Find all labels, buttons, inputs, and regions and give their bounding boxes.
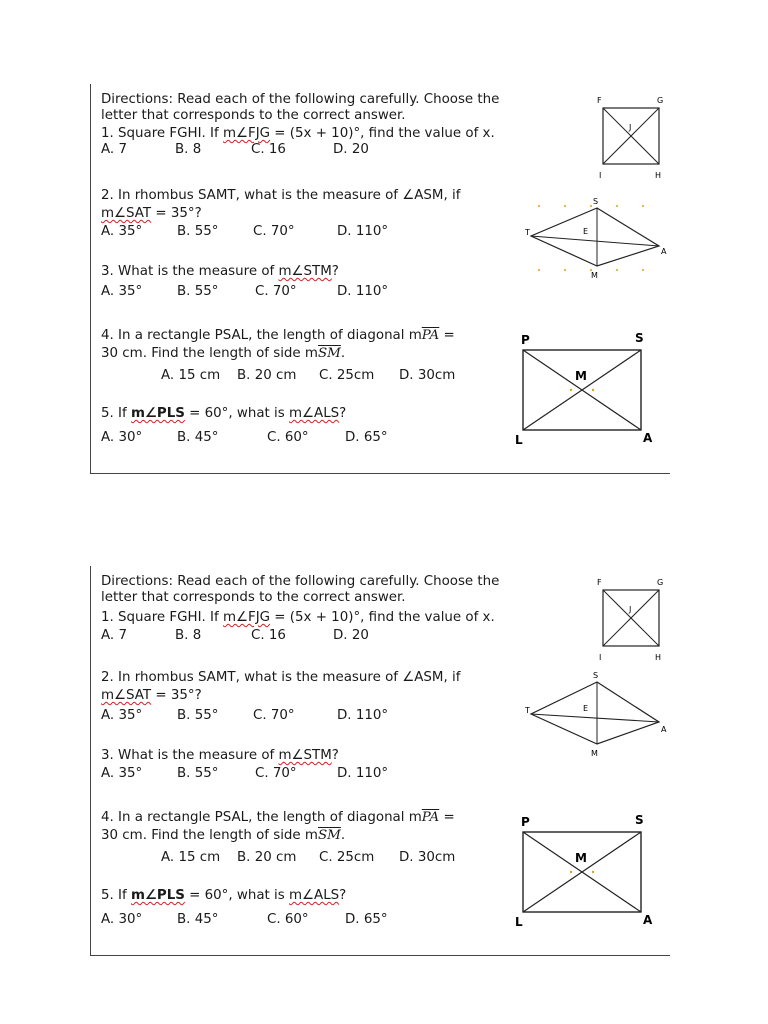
dot-left (570, 389, 572, 391)
q5-option-b: B. 45° (177, 912, 219, 927)
q1-option-b: B. 8 (175, 628, 202, 643)
question-3: 3. What is the measure of m∠STM? (101, 748, 339, 763)
q2-option-a: A. 35° (101, 708, 143, 723)
rectangle-psal-figure (513, 808, 663, 932)
q1-option-a: A. 7 (101, 628, 127, 643)
q3-option-b: B. 55° (177, 284, 219, 299)
q1-option-d: D. 20 (333, 142, 369, 157)
card-bottom-rule (90, 473, 670, 474)
question-2-line-1: 2. In rhombus SAMT, what is the measure of ∠ASM, if (101, 670, 461, 685)
label-h: H (655, 653, 662, 662)
q3-option-b: B. 55° (177, 766, 219, 781)
rhombus-outline (531, 682, 659, 744)
q2-option-d: D. 110° (337, 708, 389, 723)
worksheet-card-1 (90, 84, 671, 474)
directions-line-2: letter that corresponds to the correct answer. (101, 590, 406, 605)
q2-option-d: D. 110° (337, 224, 389, 239)
label-j: J (629, 605, 632, 614)
question-2-line-1: 2. In rhombus SAMT, what is the measure of ∠ASM, if (101, 188, 461, 203)
q1-option-c: C. 16 (251, 142, 286, 157)
label-p: P (521, 815, 530, 829)
question-5: 5. If m∠PLS = 60°, what is m∠ALS? (101, 406, 347, 421)
q5-option-c: C. 60° (267, 430, 309, 445)
label-g: G (657, 96, 664, 105)
label-t: T (525, 706, 530, 715)
q3-option-c: C. 70° (255, 284, 297, 299)
q2-option-a: A. 35° (101, 224, 143, 239)
directions-line-1: Directions: Read each of the following carefully. Choose the (101, 92, 500, 107)
rhombus-samt-figure (525, 671, 671, 768)
label-f: F (597, 96, 602, 105)
label-t: T (525, 228, 530, 237)
question-1: 1. Square FGHI. If m∠FJG = (5x + 10)°, find the value of x. (101, 126, 495, 141)
directions-line-2: letter that corresponds to the correct answer. (101, 108, 406, 123)
question-5: 5. If m∠PLS = 60°, what is m∠ALS? (101, 888, 347, 903)
q1-option-c: C. 16 (251, 628, 286, 643)
dot-right (592, 389, 594, 391)
label-a: A (643, 913, 653, 927)
q4-option-a: A. 15 cm (161, 850, 221, 865)
q4-option-c: C. 25cm (319, 850, 375, 865)
label-m: M (591, 749, 598, 758)
q5-option-a: A. 30° (101, 430, 143, 445)
label-s: S (635, 331, 644, 345)
q1-option-a: A. 7 (101, 142, 127, 157)
label-m: M (575, 369, 587, 383)
dot-left (570, 871, 572, 873)
label-e: E (583, 704, 589, 713)
square-fghi-figure (591, 574, 671, 666)
rectangle-psal-figure (513, 326, 663, 450)
square-fghi-figure (591, 92, 671, 184)
label-l: L (515, 433, 523, 447)
q5-option-d: D. 65° (345, 430, 388, 445)
question-4-line-2: 30 cm. Find the length of side $m\overline{SM}$. (101, 828, 346, 843)
label-i: I (599, 653, 602, 662)
rhombus-diagonal-ta (531, 714, 659, 722)
q4-option-a: A. 15 cm (161, 368, 221, 383)
question-4-line-1: 4. In a rectangle PSAL, the length of diagonal $m\overline{PA}$ = (101, 810, 455, 825)
q1-option-d: D. 20 (333, 628, 369, 643)
question-1: 1. Square FGHI. If m∠FJG = (5x + 10)°, find the value of x. (101, 610, 495, 625)
q3-option-a: A. 35° (101, 766, 143, 781)
question-2-line-2: m∠SAT = 35°? (101, 688, 202, 703)
q2-option-c: C. 70° (253, 708, 295, 723)
q2-option-c: C. 70° (253, 224, 295, 239)
q4-option-b: B. 20 cm (237, 850, 297, 865)
q3-option-d: D. 110° (337, 284, 389, 299)
label-g: G (657, 578, 664, 587)
label-l: L (515, 915, 523, 929)
label-m: M (591, 271, 598, 280)
label-p: P (521, 333, 530, 347)
worksheet-card-2 (90, 566, 671, 956)
label-i: I (599, 171, 602, 180)
label-s: S (593, 671, 599, 680)
q1-option-b: B. 8 (175, 142, 202, 157)
q4-option-d: D. 30cm (399, 368, 456, 383)
dot-right (592, 871, 594, 873)
question-2-line-2: m∠SAT = 35°? (101, 206, 202, 221)
question-4-line-2: 30 cm. Find the length of side $m\overline{SM}$. (101, 346, 346, 361)
label-j: J (629, 123, 632, 132)
label-a: A (643, 431, 653, 445)
label-h: H (655, 171, 662, 180)
q5-option-d: D. 65° (345, 912, 388, 927)
q4-option-c: C. 25cm (319, 368, 375, 383)
label-a: A (661, 247, 667, 256)
label-e: E (583, 227, 589, 236)
question-4-line-1: 4. In a rectangle PSAL, the length of diagonal $m\overline{PA}$ = (101, 328, 455, 343)
q3-option-c: C. 70° (255, 766, 297, 781)
directions-line-1: Directions: Read each of the following carefully. Choose the (101, 574, 500, 589)
q4-option-d: D. 30cm (399, 850, 456, 865)
q3-option-a: A. 35° (101, 284, 143, 299)
card-bottom-rule (90, 955, 670, 956)
rhombus-samt-figure (525, 192, 671, 286)
q2-option-b: B. 55° (177, 708, 219, 723)
question-3: 3. What is the measure of m∠STM? (101, 264, 339, 279)
q5-option-c: C. 60° (267, 912, 309, 927)
label-m: M (575, 851, 587, 865)
label-f: F (597, 578, 602, 587)
label-s: S (593, 197, 599, 206)
label-s: S (635, 813, 644, 827)
q2-option-b: B. 55° (177, 224, 219, 239)
q5-option-b: B. 45° (177, 430, 219, 445)
q4-option-b: B. 20 cm (237, 368, 297, 383)
label-a: A (661, 725, 667, 734)
q3-option-d: D. 110° (337, 766, 389, 781)
q5-option-a: A. 30° (101, 912, 143, 927)
